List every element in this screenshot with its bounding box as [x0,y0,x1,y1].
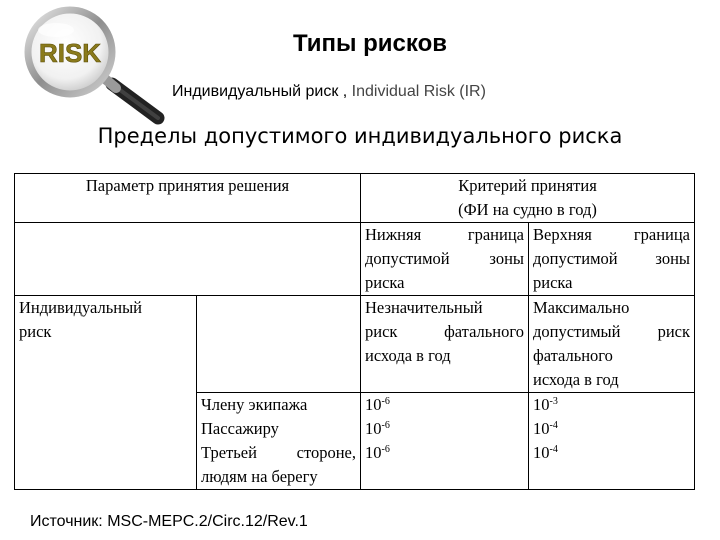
max-risk-cell [529,296,695,393]
table-bounds-row [15,223,695,296]
subtitle-en: Individual Risk (IR) [351,83,486,100]
param-header-cell [15,174,361,223]
category-labels-cell [197,393,361,490]
empty-subcell [197,296,361,393]
third-party-label: Третьей стороне, [201,443,356,462]
max-line4: исхода в год [533,370,619,389]
crew-upper-value: $10^{-3}$ [533,395,558,414]
max-line1: Максимально [533,298,630,317]
negligible-line3: исхода в год [365,346,451,365]
crew-lower-value: $10^{-6}$ [365,395,390,414]
upper-values-cell [529,393,695,490]
lower-values-cell [361,393,529,490]
upper-bound-line2: допустимой зоны [533,249,691,268]
table-header-row [15,174,695,223]
max-line3: фатального [533,346,613,365]
criterion-header-cell [361,174,695,223]
negligible-line2: риск фатального [365,322,524,341]
empty-cell [15,223,361,296]
individual-risk-line2: риск [19,322,52,341]
passenger-label: Пассажиру [201,419,279,438]
risk-limits-table [14,173,695,490]
section-heading: Пределы допустимого индивидуального риска [97,124,623,148]
criterion-header-line2: (ФИ на судно в год) [458,200,597,219]
passenger-lower-value: $10^{-6}$ [365,419,390,438]
third-party-label-line2: людям на берегу [201,467,318,486]
negligible-line1: Незначительный [365,298,483,317]
lower-bound-line1: Нижняя граница [365,225,524,244]
lower-bound-line2: допустимой зоны [365,249,524,268]
table-individual-risk-row [15,296,695,393]
page-title: Типы рисков [292,30,448,57]
upper-bound-line1: Верхняя граница [533,225,691,244]
third-party-lower-value: $10^{-6}$ [365,443,390,462]
third-party-upper-value: $10^{-4}$ [533,443,558,462]
individual-risk-cell [15,296,197,490]
crew-label: Члену экипажа [201,395,308,414]
criterion-header-line1: Критерий принятия [458,176,597,195]
subtitle [172,83,486,101]
source-note: Источник: MSC-MEPC.2/Circ.12/Rev.1 [30,513,308,530]
max-line2: допустимый риск [533,322,691,341]
individual-risk-line1: Индивидуальный [19,298,142,317]
passenger-upper-value: $10^{-4}$ [533,419,558,438]
upper-bound-line3: риска [533,273,573,292]
param-header: Параметр принятия решения [85,176,290,195]
subtitle-ru: Индивидуальный риск , [172,83,348,100]
lower-bound-line3: риска [365,273,405,292]
logo-text: RISK [38,38,102,68]
negligible-risk-cell [361,296,529,393]
risk-logo [12,6,172,126]
lower-bound-header [361,223,529,296]
upper-bound-header [529,223,695,296]
